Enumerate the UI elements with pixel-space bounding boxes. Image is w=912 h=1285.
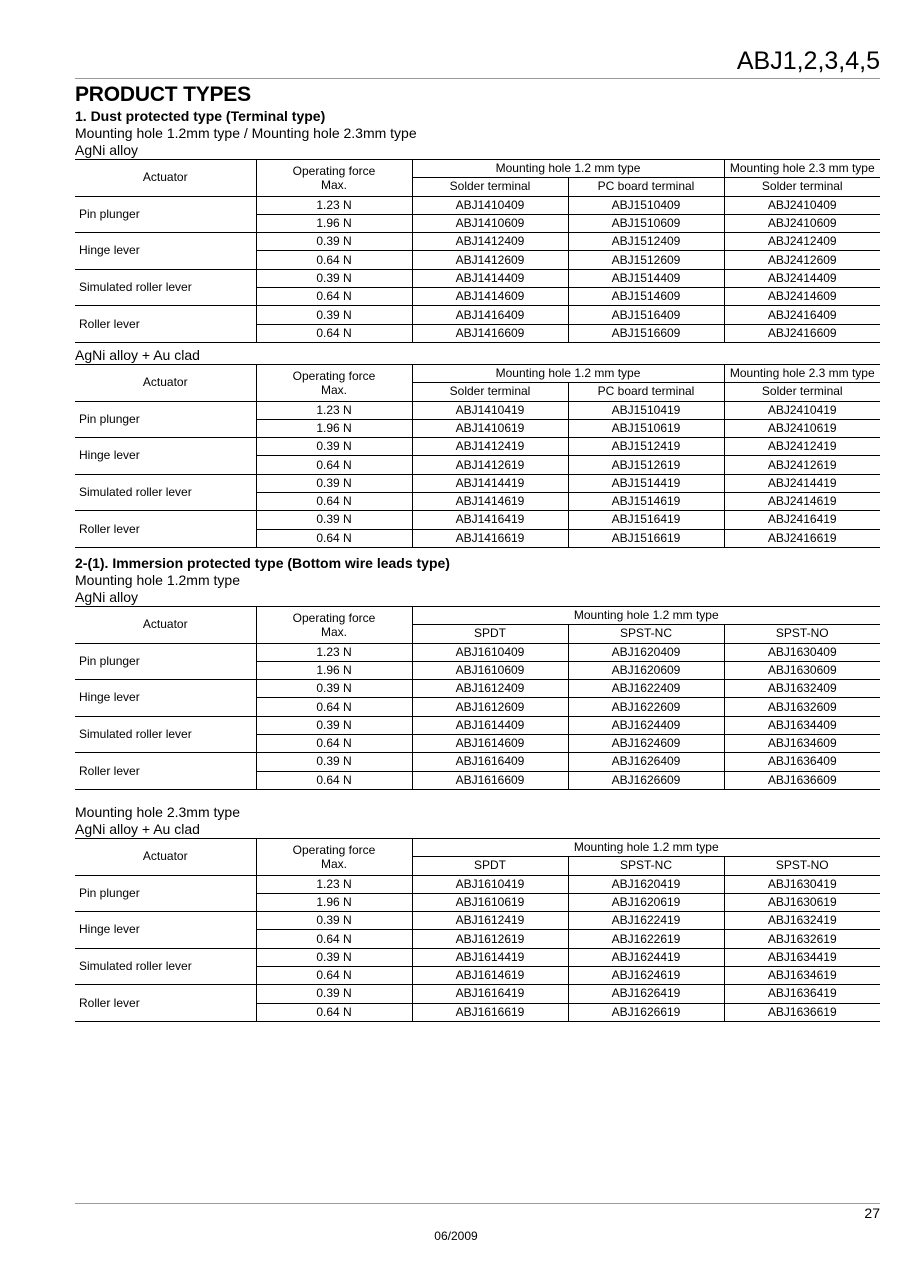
force-cell: 0.64 N [256,288,412,306]
part-number-cell: ABJ1614419 [412,948,568,966]
part-number-cell: ABJ2416409 [724,306,880,324]
force-cell: 0.39 N [256,716,412,734]
part-number-cell: ABJ1410419 [412,401,568,419]
force-cell: 0.39 N [256,985,412,1003]
part-number-cell: ABJ2416619 [724,529,880,547]
col-group-mounting-1-2: Mounting hole 1.2 mm type [412,160,724,178]
col-group-mounting-1-2: Mounting hole 1.2 mm type [412,838,880,856]
part-number-cell: ABJ1616609 [412,771,568,789]
table-row [75,875,880,893]
part-number-cell: ABJ1516609 [568,324,724,342]
actuator-cell: Roller lever [75,753,256,790]
part-number-cell: ABJ2410409 [724,196,880,214]
table-row [75,233,880,251]
table-row [75,948,880,966]
part-number-cell: ABJ1610619 [412,893,568,911]
col-sub-spst-nc: SPST-NC [568,857,724,875]
part-number-cell: ABJ1512619 [568,456,724,474]
part-number-cell: ABJ1624619 [568,966,724,984]
page-title: PRODUCT TYPES [75,83,251,106]
force-cell: 0.39 N [256,438,412,456]
col-actuator: Actuator [75,838,256,875]
part-number-cell: ABJ1620419 [568,875,724,893]
actuator-cell: Pin plunger [75,401,256,438]
part-number-cell: ABJ1634619 [724,966,880,984]
part-number-cell: ABJ1634409 [724,716,880,734]
force-cell: 0.64 N [256,324,412,342]
actuator-cell: Roller lever [75,985,256,1022]
section1-heading: 1. Dust protected type (Terminal type) [75,108,326,124]
part-number-cell: ABJ1622609 [568,698,724,716]
col-group-mounting-2-3: Mounting hole 2.3 mm type [724,160,880,178]
col-sub-3: Solder terminal [724,178,880,196]
part-number-cell: ABJ1616619 [412,1003,568,1021]
part-number-cell: ABJ1412609 [412,251,568,269]
col-operating-force: Operating force Max. [256,838,412,875]
col-sub-2: PC board terminal [568,383,724,401]
part-number-cell: ABJ1416409 [412,306,568,324]
part-number-cell: ABJ2414609 [724,288,880,306]
force-cell: 1.96 N [256,419,412,437]
part-number-cell: ABJ1510619 [568,419,724,437]
part-number-cell: ABJ1410409 [412,196,568,214]
force-cell: 0.64 N [256,735,412,753]
part-number-cell: ABJ1624409 [568,716,724,734]
col-sub-1: Solder terminal [412,178,568,196]
actuator-cell: Hinge lever [75,438,256,475]
actuator-cell: Pin plunger [75,196,256,233]
part-number-cell: ABJ1414609 [412,288,568,306]
col-operating-force: Operating force Max. [256,364,412,401]
part-number-cell: ABJ2414409 [724,269,880,287]
force-cell: 0.64 N [256,456,412,474]
part-number-cell: ABJ1514409 [568,269,724,287]
force-cell: 1.96 N [256,661,412,679]
table-d-mounting: Mounting hole 2.3mm type [75,803,240,820]
force-cell: 0.39 N [256,306,412,324]
part-number-cell: ABJ1630409 [724,643,880,661]
table-row [75,438,880,456]
col-group-mounting-2-3: Mounting hole 2.3 mm type [724,364,880,382]
part-number-cell: ABJ1622419 [568,912,724,930]
part-number-cell: ABJ1612609 [412,698,568,716]
table-row [75,511,880,529]
table-c-mounting: Mounting hole 1.2mm type [75,571,240,588]
force-cell: 1.23 N [256,875,412,893]
table-row [75,753,880,771]
part-number-cell: ABJ1626419 [568,985,724,1003]
table-b-material: AgNi alloy + Au clad [75,346,200,363]
force-cell: 1.96 N [256,214,412,232]
part-number-cell: ABJ1630619 [724,893,880,911]
header-title: ABJ1,2,3,4,5 [736,47,880,75]
part-number-cell: ABJ1514609 [568,288,724,306]
part-number-cell: ABJ1616419 [412,985,568,1003]
part-number-cell: ABJ1416619 [412,529,568,547]
part-number-cell: ABJ2410609 [724,214,880,232]
force-cell: 0.39 N [256,912,412,930]
force-cell: 0.39 N [256,948,412,966]
footer-rule [75,1203,880,1204]
part-number-cell: ABJ1610419 [412,875,568,893]
part-number-cell: ABJ1610409 [412,643,568,661]
force-cell: 0.39 N [256,511,412,529]
part-number-cell: ABJ1636409 [724,753,880,771]
force-cell: 0.39 N [256,269,412,287]
actuator-cell: Pin plunger [75,875,256,912]
col-operating-force: Operating force Max. [256,160,412,197]
product-table-a [75,159,880,343]
force-cell: 0.64 N [256,1003,412,1021]
part-number-cell: ABJ1416609 [412,324,568,342]
part-number-cell: ABJ1630419 [724,875,880,893]
force-cell: 0.64 N [256,251,412,269]
force-cell: 0.64 N [256,529,412,547]
actuator-cell: Pin plunger [75,643,256,680]
actuator-cell: Simulated roller lever [75,474,256,511]
part-number-cell: ABJ2412419 [724,438,880,456]
part-number-cell: ABJ1414409 [412,269,568,287]
force-cell: 0.64 N [256,966,412,984]
actuator-cell: Roller lever [75,306,256,343]
header-rule [75,78,880,79]
part-number-cell: ABJ1616409 [412,753,568,771]
part-number-cell: ABJ1512609 [568,251,724,269]
col-actuator: Actuator [75,364,256,401]
part-number-cell: ABJ1612409 [412,680,568,698]
actuator-cell: Simulated roller lever [75,948,256,985]
force-cell: 0.39 N [256,753,412,771]
force-cell: 0.64 N [256,493,412,511]
part-number-cell: ABJ1510419 [568,401,724,419]
col-sub-spdt: SPDT [412,625,568,643]
force-cell: 1.23 N [256,643,412,661]
part-number-cell: ABJ1510409 [568,196,724,214]
part-number-cell: ABJ1412409 [412,233,568,251]
part-number-cell: ABJ1412619 [412,456,568,474]
part-number-cell: ABJ1416419 [412,511,568,529]
part-number-cell: ABJ1624419 [568,948,724,966]
part-number-cell: ABJ1626619 [568,1003,724,1021]
part-number-cell: ABJ1620619 [568,893,724,911]
col-actuator: Actuator [75,160,256,197]
part-number-cell: ABJ1512409 [568,233,724,251]
part-number-cell: ABJ1620609 [568,661,724,679]
part-number-cell: ABJ2416609 [724,324,880,342]
part-number-cell: ABJ1410609 [412,214,568,232]
col-sub-spst-no: SPST-NO [724,625,880,643]
table-row [75,401,880,419]
part-number-cell: ABJ1514419 [568,474,724,492]
part-number-cell: ABJ1632609 [724,698,880,716]
force-cell: 0.39 N [256,680,412,698]
col-operating-force: Operating force Max. [256,606,412,643]
part-number-cell: ABJ1614619 [412,966,568,984]
part-number-cell: ABJ1610609 [412,661,568,679]
part-number-cell: ABJ1632419 [724,912,880,930]
col-sub-spdt: SPDT [412,857,568,875]
part-number-cell: ABJ1632619 [724,930,880,948]
part-number-cell: ABJ1514619 [568,493,724,511]
part-number-cell: ABJ2412619 [724,456,880,474]
part-number-cell: ABJ1636609 [724,771,880,789]
part-number-cell: ABJ2414619 [724,493,880,511]
part-number-cell: ABJ2414419 [724,474,880,492]
part-number-cell: ABJ2412409 [724,233,880,251]
product-table-b [75,364,880,548]
section2-heading: 2-(1). Immersion protected type (Bottom wire leads type) [75,554,450,571]
part-number-cell: ABJ2412609 [724,251,880,269]
force-cell: 0.39 N [256,474,412,492]
part-number-cell: ABJ1630609 [724,661,880,679]
col-group-mounting-1-2: Mounting hole 1.2 mm type [412,364,724,382]
part-number-cell: ABJ1634419 [724,948,880,966]
force-cell: 1.23 N [256,196,412,214]
actuator-cell: Hinge lever [75,912,256,949]
part-number-cell: ABJ1614609 [412,735,568,753]
table-row [75,680,880,698]
part-number-cell: ABJ1622409 [568,680,724,698]
part-number-cell: ABJ1510609 [568,214,724,232]
table-row [75,985,880,1003]
part-number-cell: ABJ1626409 [568,753,724,771]
part-number-cell: ABJ1414619 [412,493,568,511]
part-number-cell: ABJ1632409 [724,680,880,698]
table-row [75,912,880,930]
part-number-cell: ABJ2410419 [724,401,880,419]
table-row [75,196,880,214]
force-cell: 0.64 N [256,698,412,716]
actuator-cell: Hinge lever [75,680,256,717]
content [75,82,880,1022]
part-number-cell: ABJ1624609 [568,735,724,753]
col-sub-1: Solder terminal [412,383,568,401]
page-number: 27 [864,1205,880,1221]
table-row [75,269,880,287]
part-number-cell: ABJ1612419 [412,912,568,930]
force-cell: 0.64 N [256,771,412,789]
col-actuator: Actuator [75,606,256,643]
part-number-cell: ABJ2410619 [724,419,880,437]
table-c-material: AgNi alloy [75,588,139,605]
part-number-cell: ABJ1512419 [568,438,724,456]
part-number-cell: ABJ1622619 [568,930,724,948]
part-number-cell: ABJ1412419 [412,438,568,456]
part-number-cell: ABJ1614409 [412,716,568,734]
force-cell: 0.64 N [256,930,412,948]
product-table-c [75,606,880,790]
part-number-cell: ABJ1626609 [568,771,724,789]
col-group-mounting-1-2: Mounting hole 1.2 mm type [412,606,880,624]
part-number-cell: ABJ1410619 [412,419,568,437]
col-sub-3: Solder terminal [724,383,880,401]
part-number-cell: ABJ1634609 [724,735,880,753]
actuator-cell: Roller lever [75,511,256,548]
col-sub-2: PC board terminal [568,178,724,196]
table-row [75,306,880,324]
part-number-cell: ABJ1612619 [412,930,568,948]
force-cell: 1.96 N [256,893,412,911]
actuator-cell: Simulated roller lever [75,269,256,306]
table-row [75,716,880,734]
part-number-cell: ABJ1516409 [568,306,724,324]
table-d-material: AgNi alloy + Au clad [75,820,200,837]
col-sub-spst-nc: SPST-NC [568,625,724,643]
force-cell: 0.39 N [256,233,412,251]
part-number-cell: ABJ1636619 [724,1003,880,1021]
actuator-cell: Hinge lever [75,233,256,270]
actuator-cell: Simulated roller lever [75,716,256,753]
force-cell: 1.23 N [256,401,412,419]
table-a-material: AgNi alloy [75,142,139,158]
part-number-cell: ABJ1620409 [568,643,724,661]
product-table-d [75,838,880,1022]
table-row [75,474,880,492]
part-number-cell: ABJ1414419 [412,474,568,492]
part-number-cell: ABJ2416419 [724,511,880,529]
table-row [75,643,880,661]
part-number-cell: ABJ1636419 [724,985,880,1003]
footer-date: 06/2009 [434,1229,478,1243]
col-sub-spst-no: SPST-NO [724,857,880,875]
part-number-cell: ABJ1516619 [568,529,724,547]
section1-subheading: Mounting hole 1.2mm type / Mounting hole 2.3mm type [75,125,417,141]
datasheet-page [75,0,880,1285]
part-number-cell: ABJ1516419 [568,511,724,529]
